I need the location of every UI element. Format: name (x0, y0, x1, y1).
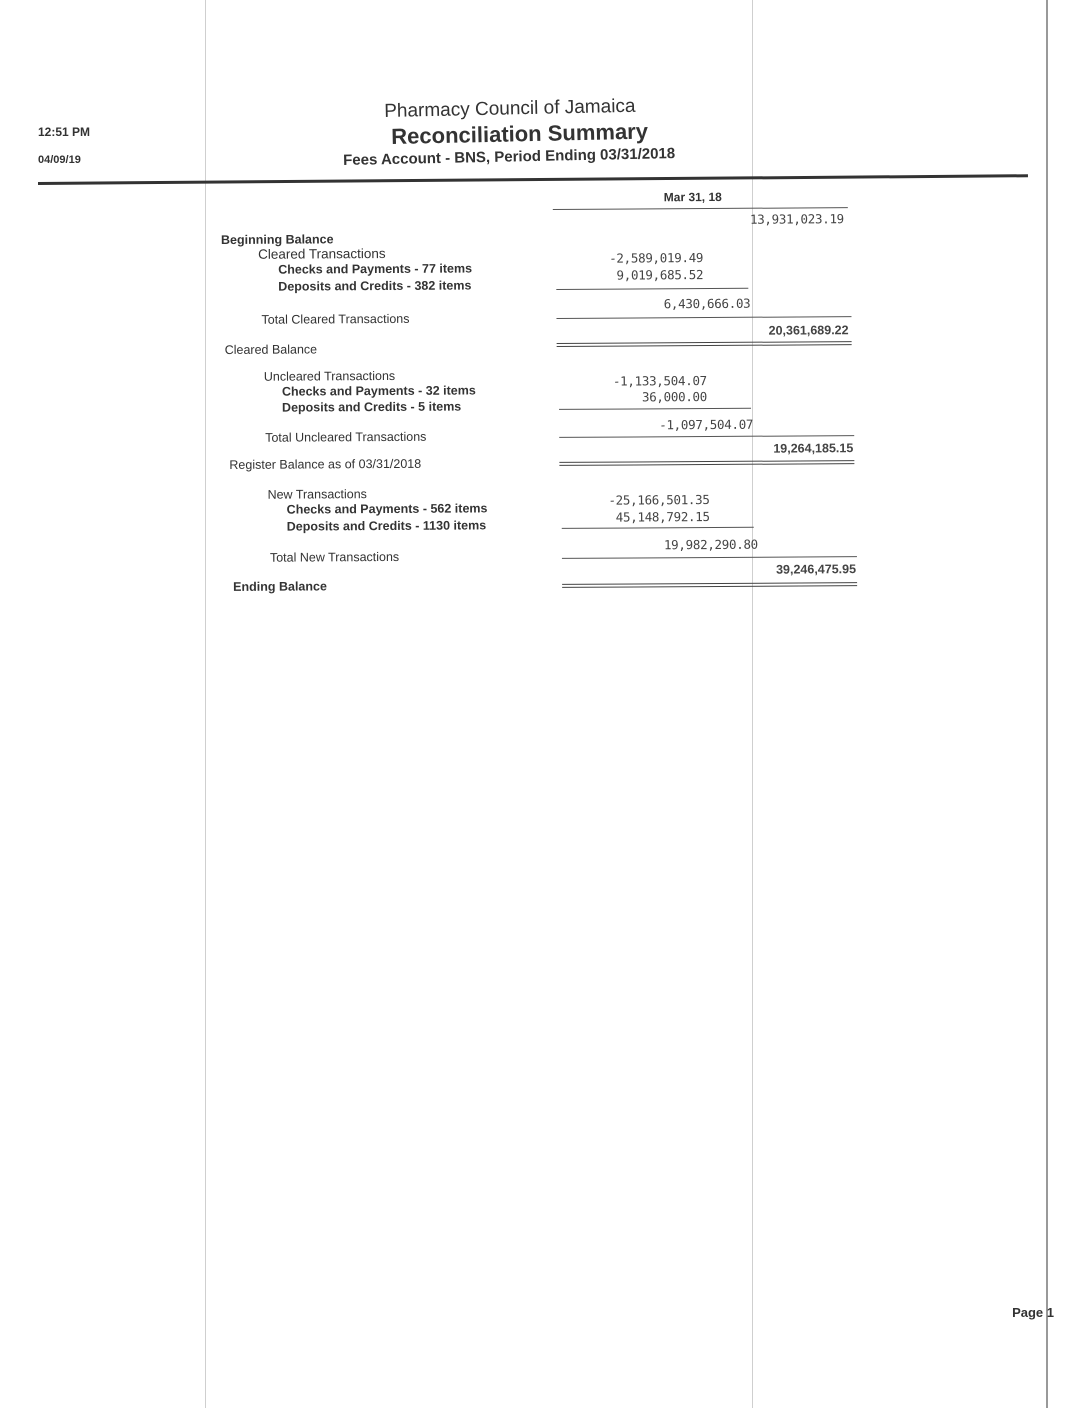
total-cleared-label: Total Cleared Transactions (261, 311, 410, 327)
column-header: Mar 31, 18 (663, 189, 722, 205)
page-label: Page (1012, 1305, 1044, 1320)
cleared-subtotal-rule (556, 288, 748, 290)
new-checks-value: -25,166,501.35 (608, 492, 710, 508)
beginning-balance-label: Beginning Balance (220, 232, 334, 247)
total-uncleared-label: Total Uncleared Transactions (265, 429, 427, 445)
cleared-transactions-label: Cleared Transactions (258, 245, 386, 262)
uncleared-subtotal-rule (559, 408, 751, 410)
total-cleared-value: 6,430,666.03 (663, 295, 751, 312)
cleared-balance-value: 20,361,689.22 (768, 323, 849, 338)
new-deposits-label: Deposits and Credits - 1130 items (286, 518, 487, 534)
column-header-rule (553, 207, 848, 210)
register-balance-label: Register Balance as of 03/31/2018 (229, 456, 422, 472)
register-balance-double-rule (559, 460, 854, 466)
new-transactions-label: New Transactions (267, 487, 367, 502)
cleared-deposits-value: 9,019,685.52 (616, 267, 704, 283)
total-new-value: 19,982,290.80 (663, 536, 758, 553)
cleared-balance-double-rule (557, 341, 852, 347)
uncleared-transactions-label: Uncleared Transactions (263, 368, 396, 384)
ending-balance-double-rule (562, 582, 857, 588)
page-footer (1012, 1305, 1054, 1320)
register-balance-value: 19,264,185.15 (773, 441, 854, 456)
ending-balance-value: 39,246,475.95 (776, 562, 857, 577)
report-date: 04/09/19 (38, 154, 81, 166)
ending-balance-label: Ending Balance (233, 579, 327, 594)
page-number: 1 (1046, 1305, 1054, 1320)
uncleared-checks-value: -1,133,504.07 (612, 373, 707, 389)
new-total-rule (562, 556, 857, 559)
uncleared-checks-label: Checks and Payments - 32 items (281, 383, 476, 399)
report-time: 12:51 PM (38, 125, 91, 139)
uncleared-total-rule (559, 435, 854, 438)
cleared-total-rule (556, 316, 851, 319)
total-uncleared-value: -1,097,504.07 (659, 416, 754, 433)
cleared-checks-value: -2,589,019.49 (609, 250, 704, 266)
beginning-balance-value: 13,931,023.19 (749, 211, 844, 227)
cleared-checks-label: Checks and Payments - 77 items (278, 261, 473, 277)
new-deposits-value: 45,148,792.15 (615, 509, 710, 525)
organization-name: Pharmacy Council of Jamaica (384, 95, 636, 122)
uncleared-deposits-label: Deposits and Credits - 5 items (281, 399, 462, 415)
new-checks-label: Checks and Payments - 562 items (286, 501, 488, 517)
cleared-balance-label: Cleared Balance (224, 342, 318, 357)
cleared-deposits-label: Deposits and Credits - 382 items (278, 278, 472, 294)
new-subtotal-rule (562, 527, 754, 529)
total-new-label: Total New Transactions (269, 549, 400, 565)
report-subtitle: Fees Account - BNS, Period Ending 03/31/2018 (343, 145, 676, 169)
uncleared-deposits-value: 36,000.00 (641, 389, 708, 405)
report-title: Reconciliation Summary (391, 118, 649, 149)
